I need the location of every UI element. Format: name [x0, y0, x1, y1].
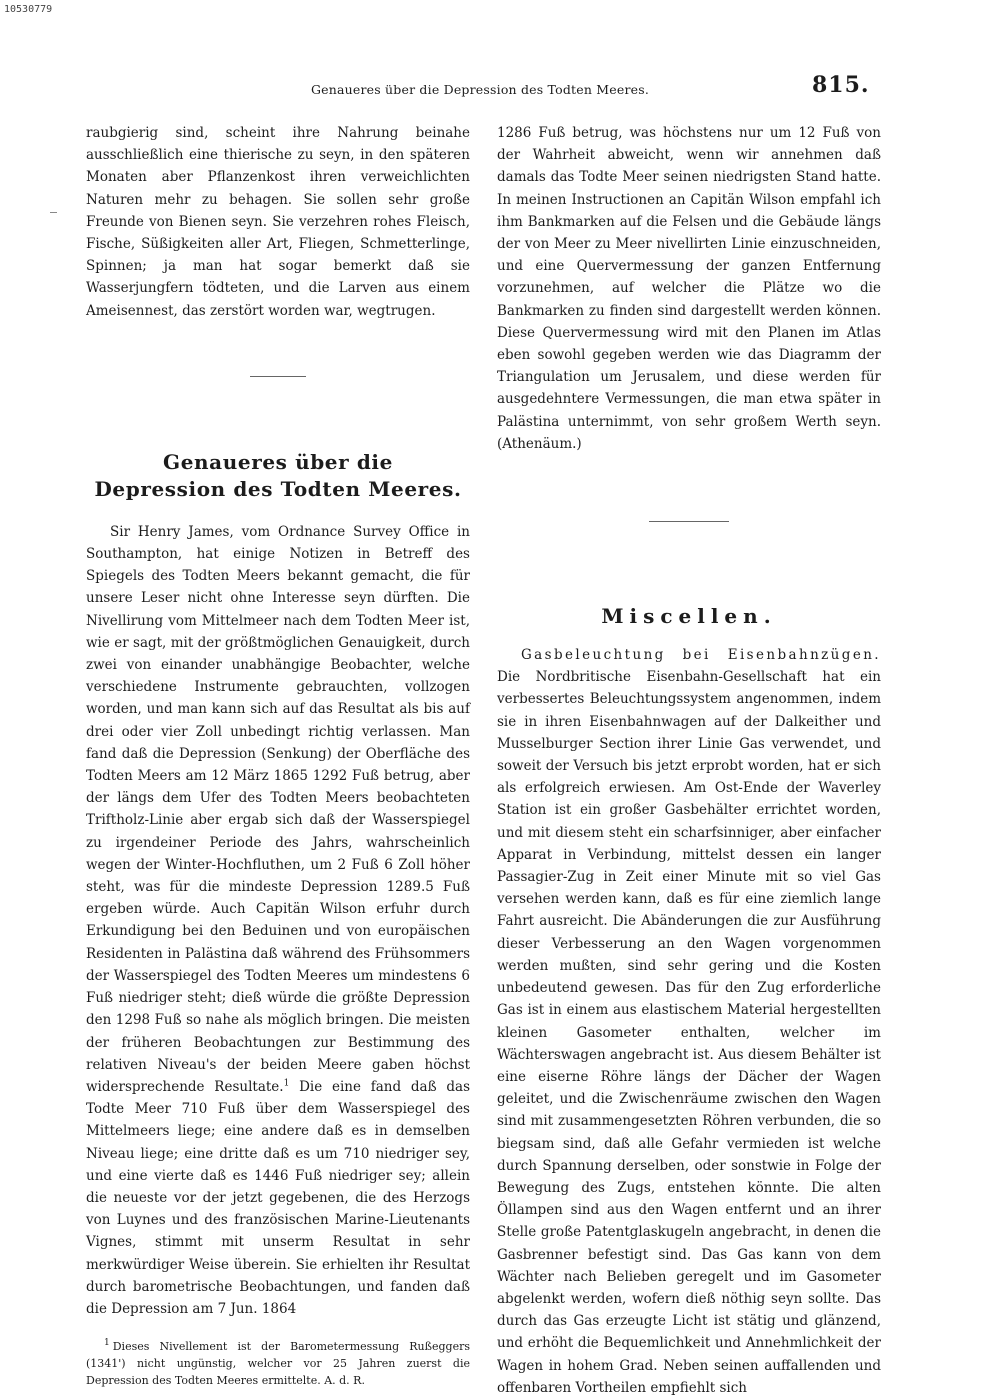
- left-column: [86, 122, 470, 1389]
- footnote: [86, 1338, 470, 1389]
- footnote-reference: 1: [283, 1078, 290, 1089]
- running-header: Genaueres über die Depression des Todten Meeres.: [310, 82, 650, 97]
- article-title: Genaueres über die Depression des Todten Meeres.: [94, 449, 462, 501]
- article-text-part-1: Sir Henry James, vom Ordnance Survey Office in Southampton, hat einige Notizen in Betreff des Spiegels des Todten Meers bekannt gemacht, die für unsere Leser nicht ohne Interesse seyn dürften. Die Nivellirung vom Mittelmeer nach dem Todten Meer ist, wie er sagt, mit der größtmöglichen Genauigkeit, durch zwei von einander unabhängige Beobachter, welche verschiedene Instrumente gebrauchten, vollzogen worden, und man kann sich auf das Resultat als bis auf drei oder vier Zoll unbedingt richtig verlassen. Man fand daß die Depression (Senkung) der Oberfläche des Todten Meers am 12 März 1865 1292 Fuß betrug, aber der längs dem Ufer des Todten Meers beobachteten Triftholz-Linie aber ergab sich daß der Wasserspiegel zu irgendeiner Periode des Jahrs, wahrscheinlich wegen der Winter-Hochfluthen, um 2 Fuß 6 Zoll höher steht, was für die mindeste Depression 1289.5 Fuß ergeben würde. Auch Capitän Wilson erfuhr durch Erkundigung bei den Beduinen und von europäischen Residenten in Palästina daß während des Frühsommers der Wasserspiegel des Todten Meeres um mindestens 6 Fuß niedriger steht; dieß würde die größte Depression den 1298 Fuß so nahe als möglich bringen. Die meisten der früheren Beobachtungen zur Bestimmung des relativen Niveau's der beiden Meere gaben höchst widersprechende Resultate.: [86, 523, 470, 1095]
- miscellany-article: [497, 644, 881, 1399]
- page-number: 815.: [812, 72, 870, 98]
- scan-id-label: 10530779: [4, 4, 53, 15]
- miscellany-title: Miscellen.: [601, 604, 777, 629]
- footnote-mark: 1: [104, 1338, 110, 1349]
- section-divider: [250, 376, 306, 377]
- article-text-part-2: Die eine fand daß das Todte Meer 710 Fuß über dem Wasserspiegel des Mittelmeers liege; eine andere daß es in demselben Niveau liege; eine dritte daß es um 710 niedriger sey, und eine vierte daß es 1446 Fuß niedriger sey; allein die neueste vor der jetzt gegebenen, die des Herzogs von Luynes und des französischen Marine-Lieutenants Vignes, stimmt mit unserm Resultat in sehr merkwürdiger Weise überein. Sie erhielten ihr Resultat durch barometrische Beobachtungen, und fanden daß die Depression am 7 Jun. 1864: [86, 1078, 470, 1317]
- right-column: [497, 122, 881, 1399]
- continued-article-paragraph: 1286 Fuß betrug, was höchstens nur um 12 Fuß von der Wahrheit abweicht, wenn wir annehmen daß damals das Todte Meer seinen niedrigsten Stand hatte. In meinen Instructionen an Capitän Wilson empfahl ich ihm Bankmarken auf die Felsen und die Gebäude längs der von Meer zu Meer nivellirten Linie einzuschneiden, und eine Quervermessung der ganzen Entfernung vorzunehmen, auf welcher die Plätze wo die Bankmarken zu finden sind dargestellt werden können. Diese Quervermessung wird mit den Planen im Atlas eben sowohl gegeben werden wie das Diagramm der Triangulation um Jerusalem, und diese werden für ausgedehntere Vermessungen, die man etwa später in Palästina unternimmt, von sehr großem Werth seyn. (Athenäum.): [497, 125, 881, 452]
- footnote-text: Dieses Nivellement ist der Barometermessung Rußeggers (1341') nicht ungünstig, welcher vor 25 Jahren zuerst die Depression des Todten Meeres ermittelte. A. d. R.: [86, 1340, 470, 1388]
- scan-artifact-mark: [50, 212, 57, 213]
- article-body: [86, 521, 470, 1320]
- miscellany-heading: Gasbeleuchtung bei Eisenbahnzügen.: [521, 647, 881, 664]
- continued-paragraph: raubgierig sind, scheint ihre Nahrung beinahe ausschließlich eine thierische zu seyn, in den späteren Monaten aber Pflanzenkost ihren verweichlichten Naturen mehr zu behagen. Sie sollen sehr große Freunde von Bienen seyn. Sie verzehren rohes Fleisch, Fische, Süßigkeiten aller Art, Fliegen, Schmetterlinge, Spinnen; ja man hat sogar bemerkt daß sie Wasserjungfern tödteten, und die Larven aus einem Ameisennest, das zerstört worden war, wegtrugen.: [86, 125, 470, 319]
- miscellany-text: Die Nordbritische Eisenbahn-Gesellschaft hat ein verbessertes Beleuchtungssystem angenommen, indem sie in ihren Eisenbahnwagen auf der Dalkeither und Musselburger Section ihrer Linie Gas verwendet, und soweit der Versuch bis jetzt erprobt worden, hat er sich als erfolgreich erwiesen. Am Ost-Ende der Waverley Station ist ein großer Gasbehälter errichtet worden, und mit diesem steht ein scharfsinniger, aber einfacher Apparat in Verbindung, mittelst dessen ein langer Passagier-Zug in Zeit einer Minute mit so viel Gas versehen werden kann, daß es für eine ziemlich lange Fahrt ausreicht. Die Abänderungen die zur Ausführung dieser Verbesserung an den Wagen vorgenommen werden mußten, sind sehr gering und die Kosten unbedeutend gewesen. Das für den Zug erforderliche Gas ist in einem aus elastischem Material hergestellten kleinen Gasometer enthalten, welcher im Wächterswagen angebracht ist. Aus diesem Behälter ist eine eiserne Röhre längs der Dächer der Wagen geleitet, und die Zwischenräume zwischen den Wagen sind mit zusammengesetzten Röhren verbunden, die so biegsam sind, daß alle Gefahr vermieden ist welche durch Spannung derselben, oder sonstwie in Folge der Bewegung des Zugs, entstehen könnte. Die alten Öllampen sind aus den Wagen entfernt und an ihrer Stelle große Patentglaskugeln angebracht, in denen die Gasbrenner befestigt sind. Das Gas kann von dem Wächter nach Belieben geregelt und im Gasometer abgelenkt werden, wofern dieß nöthig seyn sollte. Das durch das Gas erzeugte Licht ist stätig und glänzend, und erhöht die Bequemlichkeit und Annehmlichkeit der Wagen in hohem Grad. Neben seinen auffallenden und offenbaren Vortheilen empfiehlt sich: [497, 669, 881, 1396]
- section-divider: [649, 521, 729, 522]
